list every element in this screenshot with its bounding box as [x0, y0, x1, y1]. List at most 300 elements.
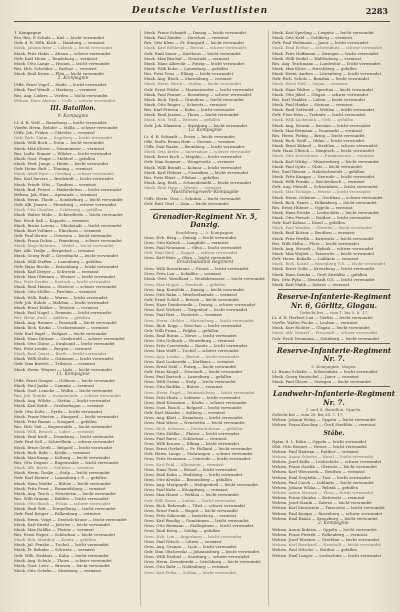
- casualty-entry: Gren. Max Wolff — Tuchel — schwer verwundet: [144, 348, 239, 354]
- casualty-entry: Res. Alfr. Tiedje — Bergedorf — vermisst: [14, 248, 95, 254]
- casualty-entry: Gren. Fritz Neumann — Osterode — leicht verwundet: [144, 456, 251, 462]
- casualty-entry: Gren. Otto Rahn — Weichselmünde — vermisst: [144, 291, 238, 297]
- casualty-entry: Musk. Otto Krebs — Inowrazlaw — schwer verwundet: [144, 149, 251, 155]
- casualty-entry: Wehrm. Franz Pietrek — Falkenberg — vermisst: [272, 531, 368, 537]
- casualty-entry: Gefr. Paul Sell — Schivelbein — schwer verwundet: [14, 439, 115, 445]
- casualty-entry: Gren. Emil Kitzmann — Köslin — schwer verwundet: [144, 399, 247, 405]
- casualty-entry: Musk. Emil Janzen — Thorn — leicht verwundet: [144, 112, 239, 118]
- casualty-entry: Res. Herm. Fiebig — Brieg — leicht verwundet: [272, 132, 365, 138]
- battalion-heading: III. Bataillon.: [50, 104, 96, 112]
- casualty-entry: Musk. Aug. Bremer — Pasewalk — leicht verwundet: [14, 320, 117, 326]
- casualty-entry: Gefr. Willi Rosin — Labiau — leicht verwundet: [144, 497, 236, 503]
- casualty-entry: Musk. Paul Penner — Rosenberg — schwer verwundet: [144, 91, 252, 97]
- casualty-entry: Gren. Otto Kalisch — Langfuhr — vermisst: [144, 239, 229, 245]
- casualty-entry: Musk. Fritz Pawlik — Kattowitz — leicht verwundet: [272, 235, 374, 241]
- casualty-entry: Gren. Rich. Kopp — Dirschau — leicht verwundet: [144, 322, 242, 328]
- casualty-entry: Utffz. Paul Raabe — Bromberg — leicht verwundet: [144, 143, 245, 149]
- casualty-entry: Res. Willi Gramm — Bublitz — leicht verwundet: [14, 495, 109, 501]
- casualty-entry: Lt. Bruno Schäfer — Schweidnitz — leicht verwundet: [272, 368, 378, 374]
- casualty-entry: Musk. Karl Wittig — Münsterberg — leicht verwundet: [272, 158, 379, 164]
- casualty-entry: Res. Aug. Teichmann — Landeshut — leicht verwundet: [272, 60, 381, 66]
- casualty-entry: Res. Otto Klein — Pr. Stargard — leicht verwundet: [144, 40, 244, 46]
- list-group: [144, 235, 266, 261]
- casualty-entry: Gefr. Karl Meier — Rendsburg — vermisst: [14, 55, 98, 61]
- casualty-entry: Gefr. Herm. Kuballa — Lublinitz — vermisst: [272, 256, 359, 262]
- casualty-entry: Res. Aug. Lüders — Verden — leicht verwundet: [14, 92, 108, 98]
- casualty-entry: Res. Karl Winkler — Lüben — leicht verwundet: [272, 96, 366, 102]
- list-group: [272, 30, 396, 287]
- casualty-entry: Musk. Paul Nagel — Demmin — leicht verwundet: [14, 310, 112, 316]
- section-subheading: Maschinengewehr-Kompagnie: [171, 190, 239, 196]
- casualty-entry: Gren. Karl Laskowski — Karthaus — vermisst: [144, 358, 234, 364]
- casualty-entry: Wehrm. Karl Bernhard — Neustadt — leicht verwundet: [272, 542, 381, 548]
- casualty-entry: Wehrm. Emil Langer — Leobschütz — leicht verwundet: [272, 552, 382, 558]
- casualty-entry: Wehrm. Anton Nowara — Pless — leicht verwundet: [272, 489, 374, 495]
- casualty-entry: Wehrm. Jak. Hinz — Apenrade — vermisst: [14, 191, 98, 197]
- casualty-entry: Wehrm. Emil Bialas — Kreuzburg — leicht verwundet: [272, 515, 378, 521]
- casualty-entry: Musk. Franz Dohse — Pinneberg — schwer verwundet: [14, 238, 122, 244]
- casualty-entry: Musk. Hch. Wall — Briesen — gefallen: [144, 117, 220, 123]
- casualty-entry: Musk. Paul Hanke — Steinau — vermisst: [272, 101, 353, 107]
- casualty-entry: Oblt. Otto Renner — Neisse — leicht verwundet: [272, 443, 367, 449]
- casualty-entry: Musk. Herm. Thode — Sonderburg — leicht verwundet: [14, 196, 123, 202]
- casualty-entry: Gren. Paul Bartsch — Lauenburg — gefallen: [144, 374, 232, 380]
- casualty-entry: Musk. Max Reimann — Neumarkt — vermisst: [272, 127, 363, 133]
- casualty-entry: Musk. Max Kamp — Kolberg — leicht verwundet: [14, 454, 111, 460]
- casualty-entry: Musk. Ernst Groth — Belgard — leicht verwundet: [14, 444, 113, 450]
- casualty-entry: Gren. Otto Kruska — Braunsberg — gefallen: [144, 476, 232, 482]
- casualty-entry: Gren. Max Wiese — Neustettin — leicht verwundet: [144, 420, 245, 426]
- casualty-entry: Gefr. Max Olschewski — Johannisburg — leicht verwundet: [144, 548, 260, 554]
- casualty-entry: Musk. Hans Proske — Leobschütz — leicht verwundet: [272, 209, 379, 215]
- casualty-entry: Musk. Fr. Behnke — Schwetz — vermisst: [14, 547, 95, 553]
- casualty-entry: Musk. Fritz Ramm — Naugard — gefallen: [14, 418, 97, 424]
- casualty-entry: Wehrm. Emil Przybilla — Tost — leicht verwundet: [272, 474, 371, 480]
- casualty-entry: Musk. Otto Kahl — Goldberg — vermisst: [272, 35, 353, 41]
- casualty-entry: Gren. Paul Kuhr — Königsberg — vermisst: [144, 487, 228, 493]
- casualty-entry: Gren. Fritz Lau — Schidlitz — vermisst: [144, 271, 222, 277]
- casualty-entry: Musk. Rich. Koziol — Rosenberg O.S. — leicht verwundet: [272, 261, 386, 267]
- casualty-entry: Musk. Georg Hentschel — Jauer — vermisst: [272, 373, 359, 379]
- regiment-note: Rendsburg. — 5. Kompagnie.: [175, 229, 235, 235]
- casualty-entry: Musk. Hans Mielke — Bütow — leicht verwundet: [14, 480, 111, 486]
- casualty-entry: Musk. Aug. Nowak — Breslau — leicht verwundet: [272, 122, 371, 128]
- casualty-entry: Gefr. Karl Kaluza — Kosel — gefallen: [272, 220, 345, 226]
- casualty-entry: Res. Karl Friesen — Kulm — leicht verwundet: [144, 107, 235, 113]
- casualty-entry: Gren. Willi Dzubiel — Sensburg — schwer verwundet: [144, 554, 250, 560]
- casualty-entry: Res. Heinr. Zech — Anklam — gefallen: [14, 315, 91, 321]
- casualty-entry: Musk. Aug. Roth — Schneidemühl — leicht verwundet: [144, 179, 252, 185]
- casualty-entry: Res. Ernst Hübner — Oppeln — vermisst: [272, 204, 353, 210]
- casualty-entry: Musk. Wilh. Brüsch — Labes — vermisst: [14, 429, 94, 435]
- header-divider: [14, 21, 390, 22]
- casualty-entry: Wehrm. Paul Hadrian — Ratibor — vermisst: [272, 448, 359, 454]
- list-group: [272, 315, 396, 341]
- casualty-entry: Musk. Willi Lachmann — Oels — gefallen: [272, 117, 354, 123]
- casualty-entry: Musk. Max Dahlke — Flatow — vermisst: [14, 526, 94, 532]
- casualty-entry: Gren. Otto Riemann — Stallupönen — leicht verwundet: [144, 523, 254, 529]
- casualty-entry: Musk. Emil Rother — Schweidnitz — schwer verwundet: [272, 45, 383, 51]
- casualty-entry: Musk. Otto Gliese — Stralsund — leicht verwundet: [14, 340, 115, 346]
- casualty-entry: 1. Kompagnie: [14, 30, 42, 35]
- list-group: [144, 134, 266, 191]
- casualty-entry: Musk. Fritz Knappe — Neurode — leicht verwundet: [272, 173, 375, 179]
- casualty-entry: Musk. Max Oltmann — Wismar — leicht verwundet: [14, 274, 116, 280]
- page-title: Deutsche Verlustlisten: [131, 6, 269, 16]
- casualty-entry: Musk. Rich. Exner — Falkenberg — leicht verwundet: [272, 199, 377, 205]
- casualty-entry: Gren. Ernst Pauls — Ragnit — leicht verwundet: [144, 507, 238, 513]
- casualty-entry: Musk. Kurt Richter — Glogau — leicht verwundet: [272, 325, 370, 331]
- casualty-entry: Musk. Willi Seidel — Waldenburg — vermisst: [272, 55, 362, 61]
- casualty-entry: Musk. Otto Rusch — Polzin — schwer verwundet: [14, 501, 111, 507]
- casualty-entry: Musk. Otto Pietsch — Ratibor — leicht verwundet: [272, 215, 371, 221]
- list-group: [14, 120, 132, 372]
- casualty-entry: Musk. Rich. Krohn — Ueckermünde — vermisst: [14, 325, 109, 331]
- casualty-entry: Musk. Max Wojtek — Tarnowitz — leicht verwundet: [272, 251, 375, 257]
- regiment-note: Gefecht bei — vom 1. bis 5. 8. 17.: [299, 310, 369, 316]
- casualty-entry: Gren. Rich. Behrendt — Tilsit — schwer verwundet: [144, 502, 246, 508]
- casualty-entry: Musk. Emil Kotzur — Beuthen — vermisst: [272, 230, 355, 236]
- casualty-entry: Musk. Aug. Block — Marienburg — vermisst: [144, 76, 232, 82]
- casualty-entry: Musk. Aug. Tesch — Neustettin — leicht verwundet: [14, 490, 116, 496]
- casualty-entry: Gefr. Aug. Pätzold — Schweidnitz — leicht verwundet: [272, 184, 378, 190]
- casualty-entry: Gren. Max Hoppe — Heubude — gefallen: [144, 281, 226, 287]
- section-divider: [278, 343, 390, 344]
- casualty-entry: Gren. Emil Krieg — Goldap — gefallen: [144, 528, 220, 534]
- casualty-entry: Musk. Ernst Koch — Mogilno — leicht verwundet: [144, 154, 242, 160]
- casualty-entry: Musk. Willi Steffen — Lauenburg — gefallen: [14, 258, 102, 264]
- casualty-entry: Musk. Emil Kruse — Plön — leicht verwundet: [14, 71, 104, 77]
- section-subheading: 12. Kompagnie: [188, 127, 222, 133]
- casualty-entry: Gren. Aug. Gronau — Lyck — leicht verwundet: [144, 543, 237, 549]
- casualty-entry: Musk. Herm. Duske — Stolp — leicht verwundet: [14, 470, 110, 476]
- casualty-entry: Musk. Willi Brandt — Kolmar — leicht verwundet: [144, 164, 242, 170]
- casualty-entry: Wehrm. Johann Wolny — Oppeln — leicht verwundet: [272, 417, 376, 423]
- casualty-entry: Ers.-Res. P. Schulz — Kiel — leicht verwundet: [14, 35, 105, 41]
- regiment-note: I. und II. Bataillon. Oppeln.: [306, 407, 362, 413]
- casualty-entry: Gren. Max Haase — Wehlau — leicht verwundet: [144, 492, 239, 498]
- casualty-entry: Gefr. Ernst Schöß — Brösen — leicht verwundet: [144, 297, 239, 303]
- casualty-entry: Musk. Fritz Hoffmann — Striegau — leicht verwundet: [272, 50, 379, 56]
- casualty-entry: Musk. Franz Schmidt — Danzig — leicht verwundet: [144, 30, 247, 35]
- casualty-entry: Gren. Paul Nitsch — Lötzen — vermisst: [144, 538, 222, 544]
- casualty-entry: Musk. Otto Lange — Husum — leicht verwundet: [14, 60, 110, 66]
- casualty-entry: Musk. Franz Marten — Stargard — leicht verwundet: [14, 413, 119, 419]
- section-divider: [278, 386, 390, 387]
- casualty-entry: Gren. Otto Radtke — Bütow — vermisst: [144, 384, 223, 390]
- casualty-entry: Musk. Fritz Prust — Rummelsburg — vermisst: [14, 485, 106, 491]
- casualty-entry: Musk. Herm. Voigt — Deutsch-Krone — leicht verwundet: [14, 516, 127, 522]
- casualty-entry: Musk. Otto Kretschmer — Frankenstein — vermisst: [272, 153, 375, 159]
- casualty-entry: Gren. Herm. Kowalewski — Ortelsburg — leicht verwundet: [144, 559, 261, 565]
- casualty-entry: Musk. Hans Dittmer — Greifswald — schwer verwundet: [14, 335, 125, 341]
- casualty-entry: Hptm. d. L. Kühn — Oppeln — leicht verwundet: [272, 438, 367, 444]
- casualty-entry: Gren. Hch. Lux — Angerburg — leicht verwundet: [144, 533, 242, 539]
- casualty-entry: Gren. Karl Pelka — Soldau — leicht verwundet: [144, 569, 237, 575]
- casualty-entry: Musk. Max Klose — Hirschberg — gefallen: [272, 65, 357, 71]
- casualty-entry: Gefr. Karl Pagel — Wolgast — leicht verwundet: [14, 330, 107, 336]
- casualty-entry: Wehrm. Hans Ahrens — Celle — schwer verwundet: [14, 97, 116, 103]
- casualty-entry: Res. Otto Degner — Rügenwalde — leicht verwundet: [14, 459, 119, 465]
- casualty-entry: Gefr. Hans Riecke — Boizenburg — leicht verwundet: [14, 263, 119, 269]
- list-group: [272, 527, 396, 558]
- regiment-heading: Grenadier-Regiment Nr. 5, Danzig.: [152, 211, 258, 229]
- casualty-entry: Musk. Otto Gehrke — Strasburg — vermisst: [14, 567, 101, 573]
- casualty-entry: Musk. Willi Kuhn — Lauenburg — gefallen: [144, 65, 228, 71]
- casualty-entry: Gefr. Karl Ziemer — Lauenburg i. P. — gefallen: [14, 475, 107, 481]
- casualty-entry: Musk. Rich. Weiß — Ohlau — leicht verwundet: [272, 137, 365, 143]
- casualty-entry: Res. Karl Sievers — Bredstedt — leicht verwundet: [14, 176, 114, 182]
- casualty-entry: Gren. Karl Matz — Ohra — leicht verwundet: [144, 255, 232, 261]
- casualty-entry: Musk. Rud. Peters — Hadersleben — leicht verwundet: [14, 186, 122, 192]
- casualty-entry: Gren. Willi Rosenkranz — Praust — leicht verwundet: [144, 266, 249, 272]
- casualty-entry: Musk. Emil Horn — Wirsitz — vermisst: [144, 185, 222, 191]
- column-middle: [140, 30, 266, 606]
- casualty-entry: Gren. Aug. Klatt — Dramburg — leicht verwundet: [144, 415, 243, 421]
- casualty-entry: Gren. Herm. Stobbe — Marienburg — leicht verwundet: [144, 317, 254, 323]
- regiment-heading: Landwehr-Infanterie-Regiment Nr. 7.: [272, 389, 395, 407]
- casualty-entry: Musk. Otto Claußen — Schleswig — gefallen: [14, 207, 103, 213]
- casualty-entry: Gefecht bei — vom 25. bis 28. 7. 17.: [272, 412, 344, 418]
- casualty-entry: Offz.-Stellv. Bruno Hein — Gnesen — vermisst: [144, 138, 235, 144]
- casualty-entry: Musk. Bruno Lorenz — Glückstadt — leicht verwundet: [14, 222, 122, 228]
- column-right: [268, 30, 396, 606]
- casualty-entry: Gefr. d. R. Wilh. Koch — Hamburg — vermisst: [14, 40, 105, 46]
- section-subheading: Stäbe.: [323, 429, 345, 437]
- casualty-entry: Musk. Willi Bock — Eutin — leicht verwundet: [14, 140, 104, 146]
- casualty-entry: Musk. Friedr. Witt — Tondern — vermisst: [14, 181, 96, 187]
- casualty-entry: Musk. Hans Dziuba — Groß Strehlitz — gefallen: [272, 271, 368, 277]
- casualty-entry: Gefr. Karl Manske — Kolberg — vermisst: [144, 410, 225, 416]
- casualty-entry: Gefr. Paul Heilmann — Jauer — leicht verwundet: [272, 40, 369, 46]
- casualty-entry: Wehrm. Johann Wloka — Rybnik — gefallen: [272, 484, 358, 490]
- casualty-entry: Musk. Adolf Rave — Garding — schwer verwundet: [14, 171, 114, 177]
- casualty-entry: Res. Fritz Tews — Elbing — leicht verwundet: [144, 71, 234, 77]
- casualty-entry: Musk. Herm. Wegner — Loitz — leicht verwundet: [14, 366, 113, 372]
- casualty-entry: Gefr. Herm. Lange — Mohrungen — schwer verwundet: [144, 451, 253, 457]
- casualty-entry: Gren. Aug. Lemke — Berent — leicht verwundet: [144, 353, 240, 359]
- casualty-entry: Res. Emil Rösner — Habelschwerdt — gefallen: [272, 168, 365, 174]
- casualty-entry: Gefr. Max Sommer — Wongrowitz — vermisst: [144, 159, 235, 165]
- casualty-entry: Musk. Karl Boldt — Greifenhagen — vermisst: [14, 403, 104, 409]
- casualty-entry: Gren. Hans Tietz — Rössel — leicht verwundet: [144, 466, 237, 472]
- casualty-entry: Musk. Max Klüver — Neumünster — vermisst: [14, 145, 105, 151]
- casualty-entry: Musk. Ernst Kähler — Teterow — vermisst: [14, 304, 99, 310]
- casualty-entry: Musk. Kurt Vollmer — Elmshorn — vermisst: [14, 227, 102, 233]
- casualty-entry: Gefr. Erich Neumann — Grünberg — leicht verwundet: [272, 335, 380, 341]
- casualty-entry: Utffz. Ernst Vogel — Stade — leicht verwundet: [14, 82, 107, 88]
- casualty-entry: Musk. Karl Malik — Zabrze — vermisst: [272, 281, 350, 287]
- casualty-entry: Gren. Willi Grams — Stolp — leicht verwundet: [144, 379, 236, 385]
- casualty-entry: Utffz. Herm. Voss — Schubin — leicht verwundet: [144, 196, 241, 202]
- casualty-entry: Musk. Aug. Mrozek — Rybnik — schwer verwundet: [272, 245, 374, 251]
- casualty-entry: Wehrm. Josef Stanik — Zabrze — leicht verwundet: [272, 500, 372, 506]
- casualty-entry: Gren. Willi Krause — Elbing — leicht verwundet: [144, 440, 240, 446]
- casualty-entry: Lt. d. R. Schmidt — Posen — leicht verwundet: [144, 133, 235, 139]
- casualty-entry: Res. Joh. Reinke — Swinemünde — schwer verwundet: [14, 393, 121, 399]
- list-group: [14, 82, 132, 103]
- casualty-entry: Musk. Aug. Wilcke — Stettin — leicht verwundet: [14, 398, 111, 404]
- casualty-entry: Gren. Emil Kuhn — Heilsberg — leicht verwundet: [144, 471, 243, 477]
- casualty-entry: Musk. Alb. Beyer — Schlawe — vermisst: [14, 465, 94, 471]
- casualty-entry: Gren. Hch. Berg — Danzig — leicht verwundet: [144, 234, 237, 240]
- casualty-entry: Musk. Willi Franke — Reichenbach — vermisst: [272, 179, 365, 185]
- casualty-entry: Musk. Emil Kroll — Dramburg — leicht verwundet: [14, 434, 114, 440]
- casualty-entry: Musk. Emil Harms — Güstrow — schwer verwundet: [14, 284, 117, 290]
- casualty-entry: Musk. Willi Stoltz — Grimmen — leicht verwundet: [14, 356, 114, 362]
- casualty-entry: Musk. Hans Walter — Sprottau — leicht verwundet: [272, 86, 374, 92]
- casualty-entry: Res. Fritz Gerdes — Rostock — leicht verwundet: [14, 279, 111, 285]
- casualty-entry: Gefr. Hans Knopf — Neustadt — leicht verwundet: [144, 369, 243, 375]
- list-group: [14, 30, 132, 76]
- casualty-entry: Wehrm. Franz Kaschny — Groß Strehlitz — vermisst: [272, 422, 376, 428]
- casualty-entry: Musk. Karl Rehberg — Berent — schwer verwundet: [144, 45, 247, 51]
- casualty-entry: Musk. Ernst Golla — Kreuzburg — leicht verwundet: [272, 266, 375, 272]
- casualty-entry: Wehrm. Anton Kubitza — Oppeln — leicht verwundet: [272, 526, 377, 532]
- casualty-entry: Gefr. Willi Franz — Pelplin — gefallen: [144, 327, 219, 333]
- casualty-entry: Gefr. Fritz Hein — Trebnitz — leicht verwundet: [272, 112, 366, 118]
- page-number: 2283: [365, 6, 388, 16]
- casualty-entry: Res. Hch. Schröder — Itzehoe — vermisst: [14, 65, 97, 71]
- casualty-entry: Gren. Karl Bendig — Gumbinnen — leicht verwundet: [144, 518, 249, 524]
- casualty-entry: Gefr. Emil Sauer — Karthaus — leicht verwundet: [144, 50, 241, 56]
- casualty-entry: Gren. Aug. Marquardt — Heiligenbeil — leicht verwundet: [144, 482, 258, 488]
- casualty-entry: Musk. Emil Witt — Tempelburg — leicht verwundet: [14, 506, 116, 512]
- casualty-entry: Musk. Fritz Hahn — Altona — schwer verwundet: [14, 50, 111, 56]
- casualty-entry: Gefr. Ernst Wiebe — Marienwerder — leicht verwundet: [144, 86, 254, 92]
- casualty-entry: Wehrm. Paul Kempa — Rosenberg — schwer verwundet: [272, 510, 383, 516]
- casualty-entry: Gren. Aug. Kowalski — Danzig — leicht verwundet: [144, 286, 244, 292]
- casualty-entry: Musk. Gust. Paape — Meldorf — gefallen: [14, 155, 96, 161]
- casualty-entry: Musk. Max Bischof — Neustadt — vermisst: [144, 55, 230, 61]
- casualty-entry: Gefr. Rud. Graf — Znin — leicht verwundet: [144, 201, 229, 207]
- casualty-entry: Wehrm. Karl Wieczorek — Beuthen — vermisst: [272, 469, 365, 475]
- casualty-entry: Gren. Fritz Hintz — Schlawe — leicht verwundet: [144, 394, 241, 400]
- casualty-entry: Gefr. Heinr. Butt — Tönning — vermisst: [14, 166, 93, 172]
- casualty-entry: Musk. Gust. Lemcke — Wollin — leicht verwundet: [14, 388, 113, 393]
- casualty-entry: Gren. Rich. Schwarz — Deutsch-Krone — gefallen: [144, 425, 243, 431]
- casualty-entry: Wehrm. Karl Morawietz — Tarnowitz — leicht verwundet: [272, 505, 385, 511]
- list-group: [144, 266, 266, 574]
- casualty-entry: Res. Fritz Lemke — Bergen — vermisst: [14, 346, 92, 352]
- casualty-entry: Gren. Karl Pohl — Allenstein — vermisst: [144, 461, 224, 467]
- casualty-entry: Res. Hch. Voß — Regenwalde — leicht verwundet: [14, 423, 112, 429]
- casualty-entry: Gren. Emil Burau — Mewe — leicht verwundet: [144, 333, 237, 339]
- casualty-entry: Gefr. Wilh. Raddatz — Kulm — leicht verwundet: [14, 552, 109, 558]
- casualty-entry: Musk. Johann Beer — Lübeck — leicht verwundet: [14, 45, 113, 51]
- list-group: [144, 30, 266, 128]
- list-group: [272, 439, 396, 521]
- casualty-entry: Musk. Emil Gottwald — Wohlau — leicht verwundet: [272, 107, 375, 113]
- casualty-entry: Musk. Otto Regier — Schwetz — vermisst: [144, 101, 227, 107]
- casualty-entry: Musk. Paul Gläser — Striegau — leicht verwundet: [272, 379, 371, 385]
- casualty-entry: Gefr. Joh. Klaassen — Strasburg — leicht verwundet: [144, 122, 248, 128]
- casualty-entry: Lt. d. R. Herbert Lux — Görlitz — leicht verwundet: [272, 315, 373, 321]
- list-group: [144, 196, 266, 206]
- casualty-entry: Musk. Ernst Kühnel — Strehlen — schwer verwundet: [272, 143, 378, 149]
- casualty-entry: Wehrm. Anton Sobotta — Kosel — leicht verwundet: [272, 454, 374, 459]
- list-group: [14, 378, 132, 573]
- casualty-entry: Musk. Paul Zander — Dirschau — vermisst: [144, 35, 229, 41]
- casualty-entry: Gren. Gust. Rusch — Belgard — leicht verwundet: [144, 405, 242, 410]
- casualty-entry: Musk. Karl Hübner — Czarnikau — leicht verwundet: [144, 169, 249, 175]
- section-subheading: 2. Kompagnie: [57, 76, 89, 82]
- casualty-entry: Musk. Ferd. Junge — Heide — leicht verwundet: [14, 160, 109, 166]
- casualty-entry: Gren. Ernst Dahl — Putzig — leicht verwundet: [144, 363, 236, 369]
- casualty-entry: Gren. Hans Dombrowski — Danzig — schwer verwundet: [144, 302, 256, 308]
- casualty-entry: Musk. Herm. Rieck — Stuhm — leicht verwundet: [144, 81, 242, 87]
- casualty-entry: Utffz. Ernst Gauger — Gollnow — leicht verwundet: [14, 377, 115, 383]
- section-divider: [150, 209, 260, 210]
- casualty-entry: Gefr. Emil Rieß — Zoppot — schwer verwundet: [144, 249, 238, 255]
- casualty-entry: Wehrm. Josef Wiesner — Grottkau — leicht verwundet: [272, 537, 380, 543]
- column-left: [14, 30, 132, 606]
- casualty-entry: Res. Ernst Pieper — Schlochau — leicht verwundet: [14, 531, 116, 537]
- casualty-entry: Musk. Rich. Bahr — Köslin — vermisst: [14, 449, 90, 455]
- section-subheading: Ersatzbataillon Regiment: [176, 260, 234, 266]
- casualty-entry: Gren. Paul Neumann — Oliva — leicht verwundet: [144, 244, 242, 250]
- casualty-entry: Gefr. Otto Koltz — Pyritz — leicht verwundet: [14, 408, 103, 414]
- casualty-entry: Gefr. Paul Struve — Uetersen — leicht verwundet: [14, 232, 112, 238]
- casualty-entry: Musk. Jul. Fenske — Tuchel — leicht verwundet: [14, 542, 109, 548]
- casualty-entry: Musk. Wilh. Bade — Waren — leicht verwundet: [14, 294, 108, 300]
- section-subheading: 2. Kompagnie.: [317, 520, 351, 526]
- casualty-entry: Utffz. Joh. Frahm — Oldesloe — vermisst: [14, 130, 95, 136]
- casualty-entry: Res. Willi Skiba — Pless — leicht verwundet: [272, 240, 360, 246]
- casualty-entry: Musk. Paul Opitz — Glatz — leicht verwundet: [272, 163, 362, 169]
- casualty-entry: Vizefw. Walter Fuchs — Lauban — vermisst: [272, 320, 358, 326]
- casualty-entry: Wehrm. Josef Kulla — Leobschütz — schwer verwundet: [272, 459, 382, 465]
- section-subheading: 11. Kompagnie: [56, 371, 90, 377]
- casualty-entry: Musk. Rob. Manthey — Konitz — gefallen: [14, 537, 97, 543]
- casualty-entry: Musk. Gust. Lietz — Briesen — leicht verwundet: [14, 562, 110, 568]
- casualty-entry: Musk. Otto Jäkel — Glogau — schwer verwundet: [272, 91, 369, 97]
- casualty-entry: Wehrm. Franz Gawlik — Gleiwitz — leicht verwundet: [272, 464, 377, 470]
- regiment-note: 3. Kompagnie, Magen.: [311, 363, 357, 369]
- list-group: [272, 412, 396, 427]
- casualty-entry: Musk. Alfr. Menzel — Freystadt — schwer verwundet: [272, 330, 378, 336]
- casualty-entry: Gren. Otto Zühlke — Flatow — leicht verwundet: [144, 430, 240, 436]
- regiment-heading: Reserve-Infanterie-Regiment Nr. 6, Görlitz, Glogau.: [276, 292, 392, 310]
- casualty-entry: Lt. d. R. Wolf — Ratzeburg — leicht verwundet: [14, 119, 107, 125]
- casualty-entry: Musk. Karl Sperling — Liegnitz — leicht verwundet: [272, 30, 374, 35]
- casualty-entry: Musk. Otto Möller — Parchim — vermisst: [14, 289, 97, 295]
- casualty-entry: Wehrm. Franz Mainka — Kattowitz — vermisst: [272, 495, 365, 501]
- regiment-heading: Reserve-Infanterie-Regiment Nr. 7.: [276, 345, 392, 364]
- casualty-entry: Res. Erich Saß — Kappeln — vermisst: [14, 217, 89, 223]
- casualty-entry: Gren. Ernst Gerlach — Pr. Holland — leicht verwundet: [144, 446, 252, 452]
- casualty-entry: Musk. Hans Albrecht — Putzig — leicht verwundet: [144, 60, 245, 66]
- casualty-entry: Musk. Max Tschöpe — Neisse — leicht verwundet: [272, 189, 371, 195]
- casualty-entry: Gefr. Rich. Timm — Segeberg — leicht verwundet: [14, 135, 113, 141]
- casualty-entry: Musk. Paul Wendt — Harburg — vermisst: [14, 87, 97, 93]
- casualty-entry: Musk. Walter Mohr — Eckernförde — leicht verwundet: [14, 212, 123, 218]
- casualty-entry: Musk. Aug. Schulz — Thorn — schwer verwundet: [14, 557, 112, 563]
- casualty-entry: Res. Otto Pyka — Neustadt O.S. — leicht verwundet: [272, 276, 375, 282]
- casualty-entry: Musk. Paul Wontka — Gleiwitz — leicht verwundet: [272, 225, 373, 231]
- casualty-entry: Musk. Gust. Wendland — Neufahrwasser — leicht verwundet: [144, 276, 265, 282]
- casualty-entry: Res. Ludw. Stamer — Wilster — leicht verwundet: [14, 150, 112, 156]
- casualty-entry: Gren. Fritz Sakowski — Insterburg — vermisst: [144, 512, 237, 518]
- casualty-entry: Musk. Rich. Dyck — Graudenz — leicht verwundet: [144, 96, 244, 102]
- casualty-entry: Gefr. Joh. Rohde — Malchin — leicht verwundet: [14, 299, 109, 305]
- casualty-entry: Gren. Paul Bartz — Schlochau — vermisst: [144, 435, 227, 441]
- casualty-entry: Res. Fritz Ebert — Filehne — gefallen: [144, 174, 219, 180]
- casualty-entry: Gefr. Rich. Scholz — Bunzlau — leicht verwundet: [272, 76, 370, 82]
- casualty-entry: Gren. Herm. Pagel — Rummelsburg — leicht verwundet: [144, 389, 255, 395]
- casualty-entry: Gren. Karl Wichert — Tiegenhof — leicht verwundet: [144, 307, 248, 313]
- page-header: [0, 4, 400, 26]
